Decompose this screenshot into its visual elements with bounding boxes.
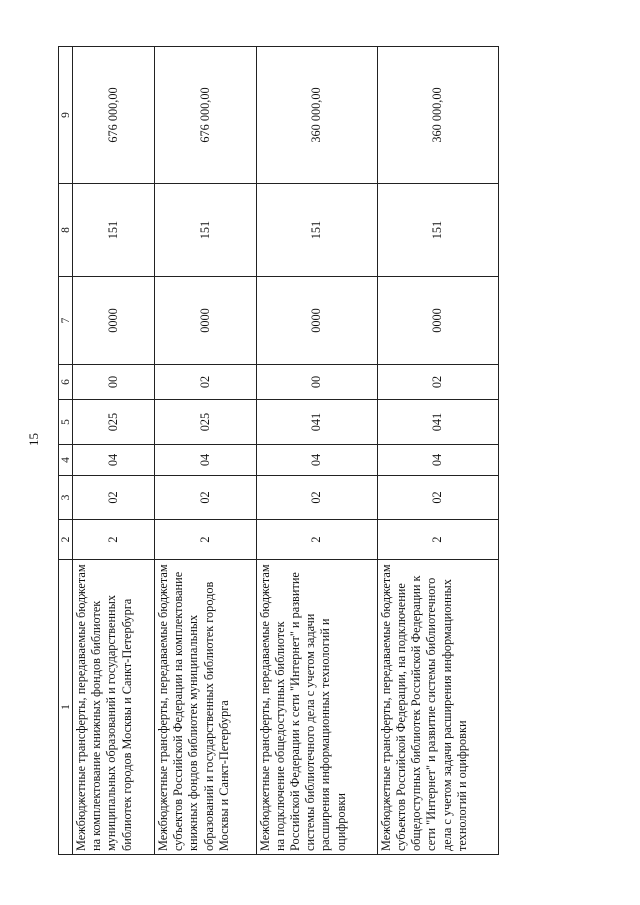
code-cell: 2	[256, 520, 377, 560]
code-cell: 04	[256, 445, 377, 476]
header-cell: 9	[59, 47, 73, 184]
code-cell: 151	[73, 184, 155, 277]
code-cell: 041	[256, 400, 377, 445]
amount-cell: 360 000,00	[377, 47, 498, 184]
code-cell: 00	[73, 365, 155, 400]
code-cell: 04	[73, 445, 155, 476]
header-cell: 1	[59, 560, 73, 855]
code-cell: 02	[377, 365, 498, 400]
header-cell: 2	[59, 520, 73, 560]
code-cell: 02	[155, 365, 257, 400]
code-cell: 02	[155, 476, 257, 520]
header-cell: 8	[59, 184, 73, 277]
header-cell: 5	[59, 400, 73, 445]
code-cell: 151	[256, 184, 377, 277]
header-cell: 7	[59, 277, 73, 365]
table-row	[256, 47, 377, 855]
code-cell: 0000	[73, 277, 155, 365]
code-cell: 2	[377, 520, 498, 560]
header-row	[59, 47, 73, 855]
code-cell: 025	[155, 400, 257, 445]
code-cell: 04	[377, 445, 498, 476]
code-cell: 00	[256, 365, 377, 400]
code-cell: 2	[155, 520, 257, 560]
table-row	[73, 47, 155, 855]
code-cell: 041	[377, 400, 498, 445]
code-cell: 151	[155, 184, 257, 277]
row-description: Межбюджетные трансферты, передаваемые бюджетам субъектов Российской Федерации на комплектование книжных фондов библиотек муниципальных образований и государственных библиотек городов Москвы и Санкт-Петербурга	[155, 560, 257, 855]
budget-table	[58, 46, 499, 855]
code-cell: 02	[377, 476, 498, 520]
row-description: Межбюджетные трансферты, передаваемые бюджетам на подключение общедоступных библиотек Российской Федерации к сети "Интернет" и развитие системы библиотечного дела с учетом задачи расширения информационных технологий и оцифровки	[256, 560, 377, 855]
code-cell: 0000	[256, 277, 377, 365]
amount-cell: 676 000,00	[155, 47, 257, 184]
code-cell: 02	[73, 476, 155, 520]
code-cell: 02	[256, 476, 377, 520]
code-cell: 04	[155, 445, 257, 476]
amount-cell: 360 000,00	[256, 47, 377, 184]
code-cell: 025	[73, 400, 155, 445]
row-description: Межбюджетные трансферты, передаваемые бюджетам на комплектование книжных фондов библиотек муниципальных образований и государственных библиотек городов Москвы и Санкт-Петербурга	[73, 560, 155, 855]
header-cell: 3	[59, 476, 73, 520]
header-cell: 6	[59, 365, 73, 400]
code-cell: 0000	[155, 277, 257, 365]
page-number: 15	[26, 433, 41, 446]
code-cell: 151	[377, 184, 498, 277]
amount-cell: 676 000,00	[73, 47, 155, 184]
table-row	[377, 47, 498, 855]
rotated-table-container	[58, 47, 499, 855]
row-description: Межбюджетные трансферты, передаваемые бюджетам субъектов Российской Федерации, на подключение общедоступных библиотек Российской Федерации к сети "Интернет" и развитие системы библиотечного дела с учетом задачи расширения информационных технологий и оцифровки	[377, 560, 498, 855]
header-cell: 4	[59, 445, 73, 476]
code-cell: 2	[73, 520, 155, 560]
code-cell: 0000	[377, 277, 498, 365]
table-row	[155, 47, 257, 855]
